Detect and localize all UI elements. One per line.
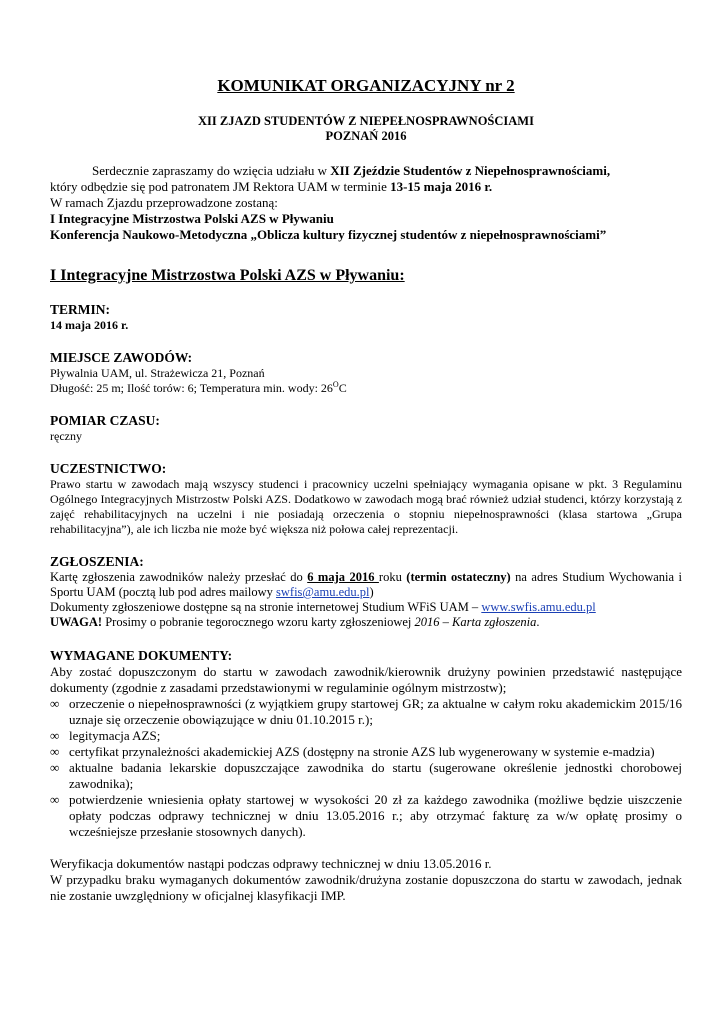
infinity-bullet-icon: ∞ <box>50 744 60 759</box>
venue-label: MIEJSCE ZAWODÓW: <box>50 350 193 365</box>
intro-paragraph <box>50 163 682 243</box>
documents-available-text: Dokumenty zgłoszeniowe dostępne są na stronie internetowej Studium WFiS UAM – <box>50 600 482 614</box>
intro-text: Serdecznie zapraszamy do wzięcia udziału w <box>92 163 331 178</box>
intro-line-1 <box>50 163 682 179</box>
notice-end: . <box>536 615 540 629</box>
venue-details-text: Długość: 25 m; Ilość torów: 6; Temperatura min. wody: 26 <box>50 381 333 395</box>
participation-text: Prawo startu w zawodach mają wszyscy studenci i pracownicy uczelni spełniający wymagania opisane w pkt. 3 Regulaminu Ogólnego Integracyjnych Mistrzostw Polski AZS. Dodatkowo w zawodach mogą brać również udział studenci, którzy korzystają z zajęć rehabilitacyjnych na uczelni i nie posiadają orzeczenia o stopniu niepełnosprawności (klasa startowa „Grupa rehabilitacyjna”), ale ich liczba nie może być większa niż połowa całej reprezentacji. <box>50 477 682 536</box>
termin-block <box>50 302 682 333</box>
infinity-bullet-icon: ∞ <box>50 696 60 711</box>
intro-text: który odbędzie się pod patronatem JM Rektora UAM w terminie <box>50 179 391 194</box>
documents-intro: Aby zostać dopuszczonym do startu w zawodach zawodnik/kierownik drużyny powinien przedstawić następujące dokumenty (zgodnie z zasadami przedstawionymi w regulaminie ogólnym mistrzostw); <box>50 664 682 695</box>
list-item <box>50 728 682 744</box>
notice-label: UWAGA! <box>50 615 103 629</box>
website-link[interactable]: www.swfis.amu.edu.pl <box>481 600 596 614</box>
registration-final-note: (termin ostateczny) <box>406 570 511 584</box>
list-item <box>50 792 682 840</box>
missing-documents-text: W przypadku braku wymaganych dokumentów zawodnik/drużyna zostanie dopuszczona do startu w zawodach, jednak nie zostanie uwzględniony w oficjalnej klasyfikacji IMP. <box>50 872 682 903</box>
registration-label: ZGŁOSZENIA: <box>50 554 144 569</box>
registration-block <box>50 554 682 630</box>
intro-event-swimming: I Integracyjne Mistrzostwa Polski AZS w Pływaniu <box>50 211 334 226</box>
documents-block <box>50 648 682 840</box>
list-item-text: orzeczenie o niepełnosprawności (z wyjątkiem grupy startowej GR; za aktualne w całym roku akademickim 2015/16 uznaje się orzeczenie obowiązujące w dniu 01.10.2015 r.); <box>69 696 682 727</box>
list-item <box>50 744 682 760</box>
venue-block <box>50 350 682 396</box>
registration-text <box>50 570 682 600</box>
verification-block <box>50 856 682 904</box>
intro-line-2 <box>50 179 682 195</box>
registration-text-a: Kartę zgłoszenia zawodników należy przesłać do <box>50 570 308 584</box>
notice-text: Prosimy o pobranie tegorocznego wzoru karty zgłoszeniowej <box>102 615 415 629</box>
infinity-bullet-icon: ∞ <box>50 792 60 807</box>
documents-label: WYMAGANE DOKUMENTY: <box>50 648 233 663</box>
list-item-text: legitymacja AZS; <box>69 728 161 743</box>
intro-event-conference: Konferencja Naukowo-Metodyczna „Oblicza kultury fizycznej studentów z niepełnosprawnościami” <box>50 227 607 242</box>
infinity-bullet-icon: ∞ <box>50 728 60 743</box>
main-title: KOMUNIKAT ORGANIZACYJNY nr 2 <box>217 76 515 95</box>
list-item-text: aktualne badania lekarskie dopuszczające zawodnika do startu (sugerowane określenie jednostki chorobowej zawodnika); <box>69 760 682 791</box>
event-location-year: POZNAŃ 2016 <box>325 129 407 143</box>
documents-list <box>50 696 682 840</box>
list-item-text: certyfikat przynależności akademickiej AZS (dostępny na stronie AZS lub wygenerowany w systemie e-madzia) <box>69 744 655 759</box>
verification-text: Weryfikacja dokumentów nastąpi podczas odprawy technicznej w dniu 13.05.2016 r. <box>50 856 492 871</box>
venue-details <box>50 381 682 396</box>
venue-address: Pływalnia UAM, ul. Strażewicza 21, Poznań <box>50 366 265 380</box>
email-link[interactable]: swfis@amu.edu.pl <box>276 585 370 599</box>
infinity-bullet-icon: ∞ <box>50 760 60 775</box>
notice-line <box>50 615 682 630</box>
termin-value: 14 maja 2016 r. <box>50 318 129 332</box>
intro-event-name: XII Zjeździe Studentów z Niepełnosprawnościami, <box>330 163 611 178</box>
temperature-unit: C <box>338 381 347 395</box>
intro-dates: 13-15 maja 2016 r. <box>390 179 493 194</box>
registration-text-d: na adres Studium Wychowania i Sportu UAM (pocztą lub pod adres mailowy <box>50 570 682 599</box>
list-item <box>50 696 682 728</box>
event-subtitle: XII ZJAZD STUDENTÓW Z NIEPEŁNOSPRAWNOŚCIAMI <box>198 114 534 128</box>
participation-block <box>50 461 682 537</box>
documents-available-line <box>50 600 682 615</box>
degree-sup: O <box>332 380 339 389</box>
section-title: I Integracyjne Mistrzostwa Polski AZS w Pływaniu: <box>50 267 405 284</box>
termin-label: TERMIN: <box>50 302 110 317</box>
registration-text-e: ) <box>369 585 374 599</box>
list-item <box>50 760 682 792</box>
participation-label: UCZESTNICTWO: <box>50 461 167 476</box>
document-content <box>50 76 682 904</box>
form-name: 2016 – Karta zgłoszenia <box>414 615 537 629</box>
intro-line-3: W ramach Zjazdu przeprowadzone zostaną: <box>50 195 278 210</box>
registration-text-b: roku <box>378 570 407 584</box>
timing-value: ręczny <box>50 429 82 443</box>
list-item-text: potwierdzenie wniesienia opłaty startowej w wysokości 20 zł za każdego zawodnika (możliwe będzie uiszczenie opłaty podczas odprawy technicznej w dniu 13.05.2016 r.; aby otrzymać fakturę za w/w opłatę prosimy o wcześniejsze przesłanie stosownych danych). <box>69 792 682 839</box>
registration-deadline: 6 maja 2016 <box>307 570 379 584</box>
timing-block <box>50 413 682 444</box>
timing-label: POMIAR CZASU: <box>50 413 160 428</box>
